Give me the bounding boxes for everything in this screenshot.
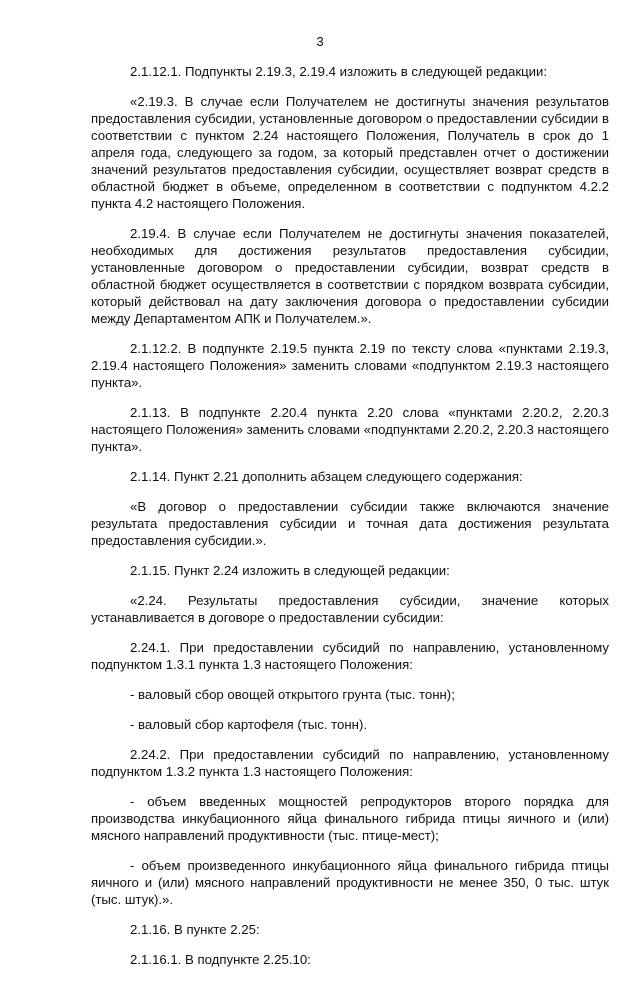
document-body — [91, 63, 609, 981]
paragraph: 2.1.12.1. Подпункты 2.19.3, 2.19.4 изложить в следующей редакции: — [130, 64, 548, 79]
paragraph: 2.24.2. При предоставлении субсидий по направлению, установленному подпунктом 1.3.2 пункта 1.3 настоящего Положения: — [91, 747, 609, 779]
page-number: 3 — [316, 34, 324, 49]
paragraph: «В договор о предоставлении субсидии также включаются значение результата предоставления субсидии и точная дата достижения результата предоставления субсидии.». — [91, 499, 609, 548]
paragraph: 2.1.15. Пункт 2.24 изложить в следующей редакции: — [130, 563, 450, 578]
paragraph: 2.1.16. В пункте 2.25: — [130, 922, 260, 937]
paragraph: 2.19.4. В случае если Получателем не достигнуты значения показателей, необходимых для достижения результатов предоставления субсидии, установленные договором о предоставлении субсидии, возврат средств в областной бюджет осуществляется в соответствии с порядком возврата субсидии, который действовал на дату заключения договора о предоставлении субсидии между Департаментом АПК и Получателем.». — [91, 226, 609, 326]
paragraph: - объем произведенного инкубационного яйца финального гибрида птицы яичного и (или) мясного направлений продуктивности не менее 350, 0 тыс. штук (тыс. штук).». — [91, 858, 609, 907]
paragraph: 2.24.1. При предоставлении субсидий по направлению, установленному подпунктом 1.3.1 пункта 1.3 настоящего Положения: — [91, 640, 609, 672]
paragraph: «2.19.3. В случае если Получателем не достигнуты значения результатов предоставления субсидии, установленные договором о предоставлении субсидии в соответствии с пунктом 2.24 настоящего Положения, Получатель в срок до 1 апреля года, следующего за годом, за который представлен отчет о достижении значений результатов предоставления субсидии, осуществляет возврат средств в областной бюджет в объеме, определенном в соответствии с подпунктом 4.2.2 пункта 4.2 настоящего Положения. — [91, 94, 609, 211]
paragraph: «2.24. Результаты предоставления субсидии, значение которых устанавливается в договоре о предоставлении субсидии: — [91, 593, 609, 625]
paragraph: - валовый сбор овощей открытого грунта (тыс. тонн); — [130, 687, 455, 702]
paragraph: - объем введенных мощностей репродукторов второго порядка для производства инкубационного яйца финального гибрида птицы яичного и (или) мясного направлений продуктивности (тыс. птице-мест); — [91, 794, 609, 843]
paragraph: 2.1.14. Пункт 2.21 дополнить абзацем следующего содержания: — [130, 469, 523, 484]
paragraph: 2.1.12.2. В подпункте 2.19.5 пункта 2.19 по тексту слова «пунктами 2.19.3, 2.19.4 настоящего Положения» заменить словами «подпунктом 2.19.3 настоящего пункта». — [91, 341, 609, 390]
paragraph: 2.1.16.1. В подпункте 2.25.10: — [130, 952, 311, 967]
paragraph: - валовый сбор картофеля (тыс. тонн). — [130, 717, 368, 732]
paragraph: 2.1.13. В подпункте 2.20.4 пункта 2.20 слова «пунктами 2.20.2, 2.20.3 настоящего Положения» заменить словами «подпунктами 2.20.2, 2.20.3 настоящего пункта». — [91, 405, 609, 454]
